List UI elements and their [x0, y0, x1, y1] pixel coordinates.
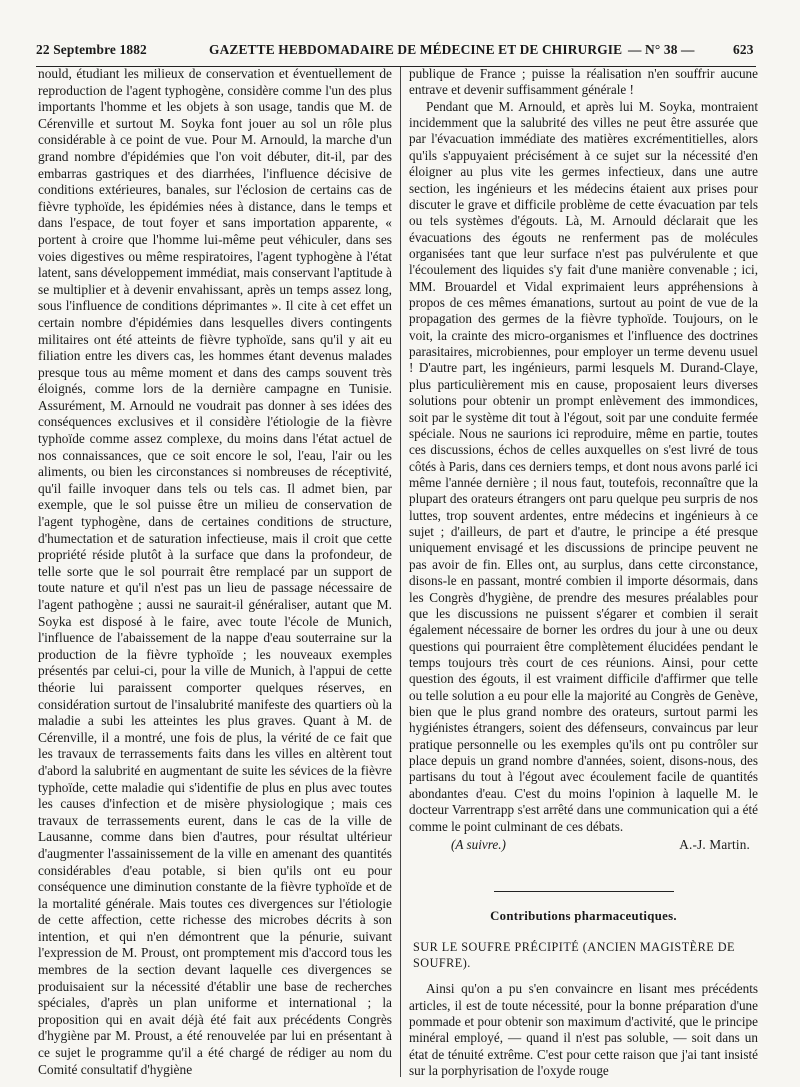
page-number: 623	[733, 42, 754, 57]
section-separator	[494, 891, 674, 892]
running-header	[22, 40, 762, 62]
right-paragraph-2: Pendant que M. Arnould, et après lui M. Soyka, montraient incidemment que la salubrité des villes ne peut être assurée que par l'évacuation immédiate des matières excrémentitielles, alors qu'ils s'appuyaient précisément à ce sujet sur la nécessité d'en éloigner au plus vite les germes infectieux, dans une autre section, les ingénieurs et les médecins étaient aux prises pour discuter le grave et difficile problème de cette évacuation par tels ou tels systèmes d'égouts. Là, M. Arnould déclarait que les évacuations des égouts ne renferment pas de molécules organisées tant que leur surface n'est pas pulvérulente et que l'écoulement des liquides s'y fait d'une manière convenable ; ici, MM. Brouardel et Vidal exprimaient leurs appréhensions à propos de ces mêmes émanations, surtout au point de vue de la propagation des germes de la fièvre typhoïde. Toujours, on le voit, la crainte des micro-organismes et l'influence des doctrines parasitaires, microbiennes, pour employer un terme devenu usuel ! D'autre part, les ingénieurs, parmi lesquels M. Durand-Claye, plus particulièrement mis en cause, proposaient leurs diverses solutions pour obtenir un prompt enlèvement des immondices, soit par le système dit tout à l'égout, soit par une conduite fermée spéciale. Nous ne saurions ici reproduire, même en partie, toutes ces discussions, échos de celles auxquelles on s'est livré de tous côtés à Paris, dans ces derniers temps, et dont nous avons parlé ici même l'année dernière ; il nous faut, toutefois, reconnaître que la plupart des orateurs étrangers ont paru quelque peu surpris de nos luttes, trop souvent ardentes, entre médecins et ingénieurs à ce sujet ; d'ailleurs, de part et d'autre, le principe a été presque uniquement envisagé et les discussions de principe peuvent ne pas avoir de fin. Elles ont, au surplus, dans cette circonstance, disons-le en passant, montré combien il importe désormais, dans les Congrès d'hygiène, de prendre des mesures préalables pour que les discussions ne puissent s'égarer et combien il serait également nécessaire de borner les ordres du jour à une ou deux questions qui pourraient être complètement élucidées pendant le temps toujours très court de ces réunions. Ainsi, pour cette question des égouts, il est vraiment difficile d'affirmer que telle ou telle solution a eu pour elle la majorité au Congrès de Genève, bien que le plus grand nombre des orateurs, surtout parmi les hygiénistes étrangers, soient des défenseurs, convaincus par leur pratique personnelle ou les exemples qu'ils ont pu contrôler sur place depuis un grand nombre d'années, soient, disons-nous, des partisans du tout à l'égout avec écoulement facile de quantités abondantes d'eau. C'est du moins l'opinion à laquelle M. le docteur Varrentrapp s'est arrêté dans une communication qui a été comme le point culminant de ces débats.	[409, 98, 758, 834]
column-divider	[400, 67, 401, 1077]
section-title: Contributions pharmaceutiques.	[490, 909, 677, 924]
issue-number: — N° 38 —	[628, 42, 695, 57]
article-signature	[409, 837, 758, 853]
left-paragraph-1: nould, étudiant les milieux de conservation et éventuellement de reproduction de l'agent typhogène, considère comme l'un des plus importants l'homme et les objets à son usage, tandis que M. de Cérenville et surtout M. Soyka font jouer au sol un rôle plus considérable à ce point de vue. Pour M. Arnould, la marche d'un grand nombre d'épidémies que l'on voit débuter, dit-il, par des embarras gastriques et des diarrhées, l'influence décisive de conditions extérieures, banales, sur l'éclosion de certains cas de fièvre typhoïde, les épidémies nées à distance, dans le temps et dans l'espace, de tout foyer et sans importation apparente, « portent à croire que l'homme lui-même peut véhiculer, dans ses voies digestives ou même respiratoires, l'agent typhogène à l'état latent, sans développement immédiat, mais conservant l'aptitude à se multiplier et à devenir envahissant, après un temps assez long, sous l'influence de conditions déprimantes ». Il cite à cet effet un certain nombre d'épidémies dans lesquelles divers contingents militaires ont été atteints de fièvre typhoïde, sans qu'il y ait eu filiation entre les divers cas, les hommes étant devenus malades presque tous au même moment et dans des camps souvent très éloignés, comme lors de la dernière campagne en Tunisie. Assurément, M. Arnould ne voudrait pas donner à ses idées des conséquences exclusives et il considère l'étiologie de la fièvre typhoïde comme assez complexe, du moins dans l'état actuel de nos connaissances, que ce soit encore le sol, l'eau, l'air ou les aliments, ou bien les circonstances si nombreuses de réceptivité, qu'il faille invoquer dans tels ou tels cas. Il admet bien, par exemple, que le sol puisse être un milieu de conservation de l'agent typhogène, dans de certaines conditions de structure, d'humectation et de saturation infectieuse, mais il croit que cette propriété réside plutôt à la surface que dans la profondeur, de telle sorte que le sol pourrait être remplacé par un support de toute nature et qu'il n'est pas un lieu de passage nécessaire de l'agent pathogène ; aussi ne saurait-il généraliser, autant que M. Soyka est disposé à le faire, avec toute l'école de Munich, l'influence de l'abaissement de la nappe d'eau souterraine sur la production de la fièvre typhoïde ; les nouveaux exemples présentés par celui-ci, pour la ville de Munich, à l'appui de cette théorie lui paraissent comporter quelques réserves, en considération surtout de l'insalubrité manifeste des quartiers où la maladie a subi les atteintes les plus graves. Quant à M. de Cérenville, il a montré, une fois de plus, la vérité de ce fait que les travaux de terrassements faits dans les villes en altèrent tout d'abord la salubrité en augmentant de suite les sévices de la fièvre typhoïde, cette maladie qui s'identifie de plus en plus avec toutes les causes d'infection et de misère physiologique ; mais ces travaux de terrassements eurent, dans le cas de la ville de Lausanne, comme dans bien d'autres, pour résultat ultérieur d'augmenter l'assainissement de la ville en amenant des quantités considérables d'eau potable, si bien qu'ils ont eu pour conséquence une diminution constante de la fièvre typhoïde et de la mortalité générale. Mais toutes ces divergences sur l'étiologie de cette affection, cette richesse des microbes décrits à son intention, et qui n'en démontrent que la pénurie, suivant l'expression de M. Proust, ont promptement mis d'accord tous les membres de la section devant laquelle ces divergences se produisaient sur la nécessité d'établir une base de recherches spéciales, d'après un plan uniforme et international ; la proposition qui en avait déjà été fait aux précédents Congrès d'hygiène par M. Proust, a été renouvelée par lui en présentant à ce sujet le programme qu'il a été chargé de rédiger au nom du Comité consultatif d'hygiène	[38, 66, 392, 1077]
left-column	[38, 66, 392, 1078]
to-be-continued: (A suivre.)	[451, 836, 506, 852]
header-date: 22 Septembre 1882	[36, 42, 147, 57]
right-paragraph-1: publique de France ; puisse la réalisation n'en souffrir aucune entrave et devenir suffisamment générale !	[409, 66, 758, 98]
author-name: A.-J. Martin.	[679, 836, 750, 852]
section-paragraph: Ainsi qu'on a pu s'en convaincre en lisant mes précédents articles, il est de toute nécessité, pour la bonne préparation d'une pommade et pour obtenir son maximum d'activité, que le principe minéral employé, — quand il n'est pas soluble, — soit dans un état de ténuité extrême. C'est pour cette raison que j'ai tant insisté sur la porphyrisation de l'oxyde rouge	[409, 981, 758, 1079]
section-subtitle: SUR LE SOUFRE PRÉCIPITÉ (ANCIEN MAGISTÈRE DE SOUFRE).	[413, 939, 735, 970]
journal-title: GAZETTE HEBDOMADAIRE DE MÉDECINE ET DE CHIRURGIE	[209, 42, 623, 57]
right-column	[409, 66, 758, 1079]
